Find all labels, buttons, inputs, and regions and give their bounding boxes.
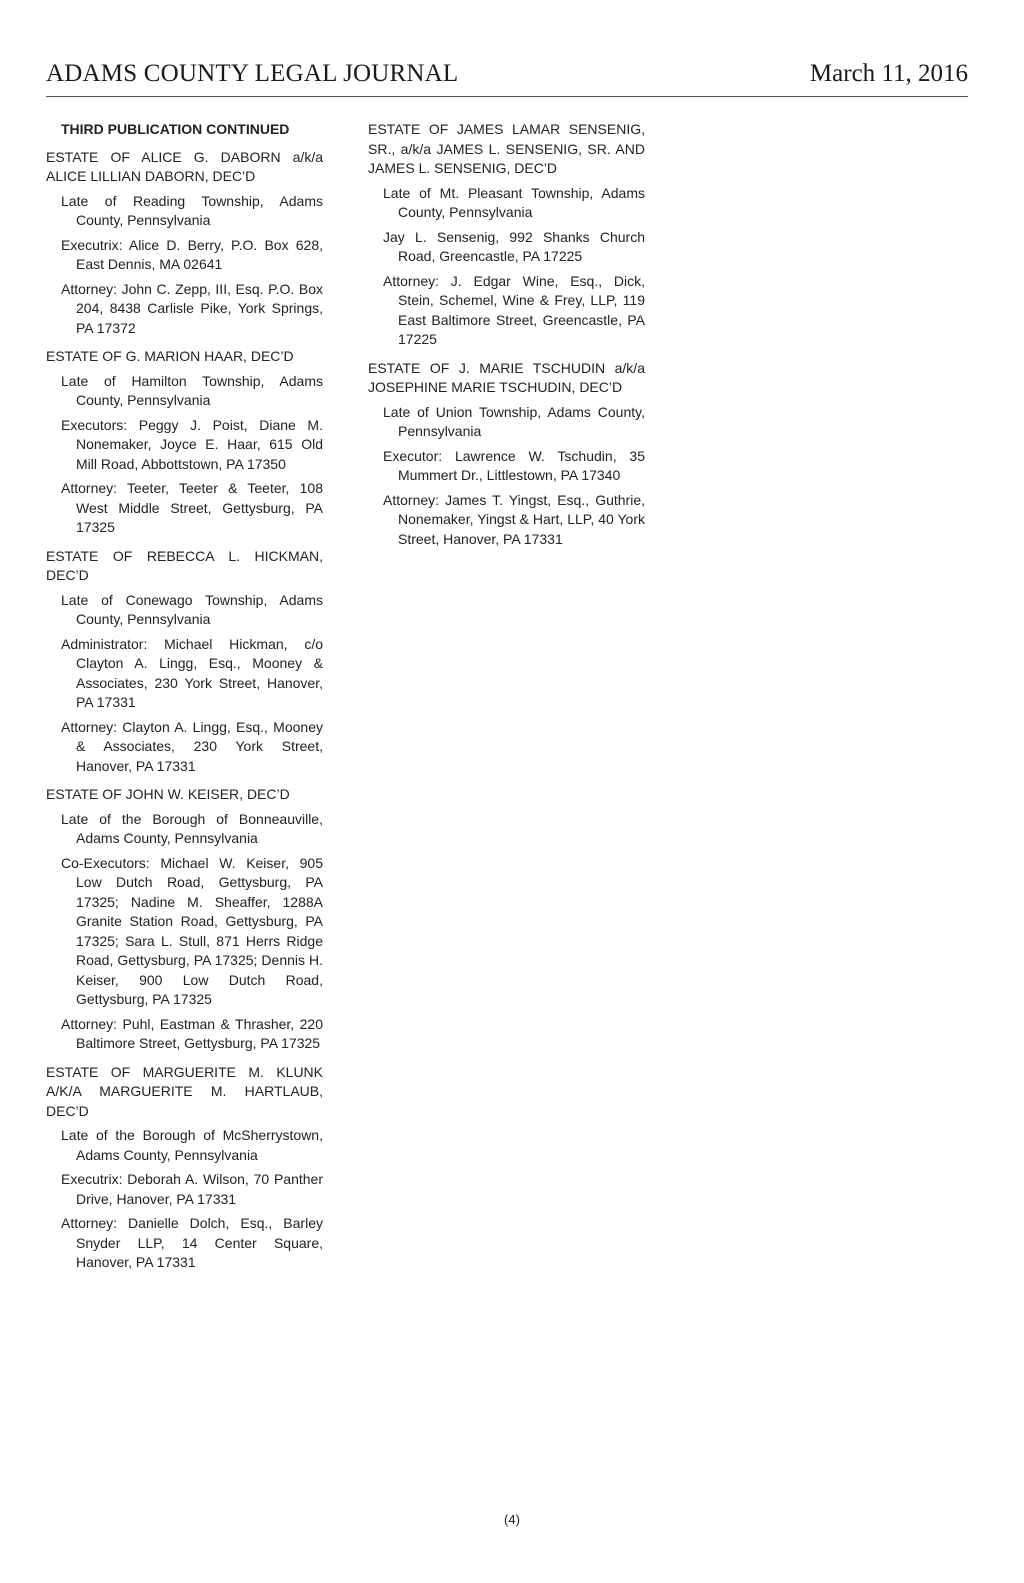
estate-notice xyxy=(368,120,645,350)
estate-residence: Late of the Borough of Bonneauville, Adams County, Pennsylvania xyxy=(61,810,323,846)
estate-residence: Late of Reading Township, Adams County, Pennsylvania xyxy=(61,192,323,228)
estate-attorney: Attorney: Puhl, Eastman & Thrasher, 220 Baltimore Street, Gettysburg, PA 17325 xyxy=(61,1015,323,1051)
estate-notice xyxy=(46,785,323,1054)
estate-residence: Late of Conewago Township, Adams County, Pennsylvania xyxy=(61,591,323,627)
right-column xyxy=(368,120,645,558)
estate-residence: Late of Mt. Pleasant Township, Adams County, Pennsylvania xyxy=(383,184,645,220)
estate-title: ESTATE OF ALICE G. DABORN a/k/a ALICE LILLIAN DABORN, DEC’D xyxy=(46,148,323,184)
estate-residence: Late of the Borough of McSherrystown, Adams County, Pennsylvania xyxy=(61,1127,323,1163)
estate-representative: Administrator: Michael Hickman, c/o Clayton A. Lingg, Esq., Mooney & Associates, 230 York Street, Hanover, PA 17331 xyxy=(61,635,323,710)
page-header xyxy=(46,58,968,97)
left-column xyxy=(46,120,323,1282)
estate-attorney: Attorney: Teeter, Teeter & Teeter, 108 West Middle Street, Gettysburg, PA 17325 xyxy=(61,480,323,535)
estate-representative: Executrix: Alice D. Berry, P.O. Box 628, East Dennis, MA 02641 xyxy=(61,236,323,272)
estate-attorney: Attorney: J. Edgar Wine, Esq., Dick, Stein, Schemel, Wine & Frey, LLP, 119 East Baltimore Street, Greencastle, PA 17225 xyxy=(383,272,645,347)
estate-notice xyxy=(46,148,323,339)
estate-attorney: Attorney: Danielle Dolch, Esq., Barley Snyder LLP, 14 Center Square, Hanover, PA 17331 xyxy=(61,1215,323,1270)
estate-representative: Jay L. Sensenig, 992 Shanks Church Road, Greencastle, PA 17225 xyxy=(383,228,645,264)
estate-notice xyxy=(368,359,645,550)
estate-title: ESTATE OF JAMES LAMAR SENSENIG, SR., a/k/a JAMES L. SENSENIG, SR. AND JAMES L. SENSENIG, DEC’D xyxy=(368,121,645,176)
issue-date: March 11, 2016 xyxy=(809,60,968,87)
estate-title: ESTATE OF J. MARIE TSCHUDIN a/k/a JOSEPHINE MARIE TSCHUDIN, DEC’D xyxy=(368,359,645,395)
journal-title: ADAMS COUNTY LEGAL JOURNAL xyxy=(46,60,459,87)
estate-representative: Executor: Lawrence W. Tschudin, 35 Mummert Dr., Littlestown, PA 17340 xyxy=(383,447,645,483)
estate-attorney: Attorney: John C. Zepp, III, Esq. P.O. Box 204, 8438 Carlisle Pike, York Springs, PA 17372 xyxy=(61,280,323,336)
estate-notice xyxy=(46,547,323,777)
estate-title: ESTATE OF JOHN W. KEISER, DEC’D xyxy=(46,786,290,802)
estate-residence: Late of Hamilton Township, Adams County, Pennsylvania xyxy=(61,372,323,408)
estate-representative: Executors: Peggy J. Poist, Diane M. Nonemaker, Joyce E. Haar, 615 Old Mill Road, Abbottstown, PA 17350 xyxy=(61,416,323,472)
estate-notice xyxy=(46,1063,323,1273)
estate-representative: Co-Executors: Michael W. Keiser, 905 Low Dutch Road, Gettysburg, PA 17325; Nadine M. Sheaffer, 1288A Granite Station Road, Gettysburg, PA 17325; Sara L. Stull, 871 Herrs Ridge Road, Gettysburg, PA 17325; Dennis H. Keiser, 900 Low Dutch Road, Gettysburg, PA 17325 xyxy=(61,854,323,1007)
estate-residence: Late of Union Township, Adams County, Pennsylvania xyxy=(383,403,645,439)
estate-attorney: Attorney: James T. Yingst, Esq., Guthrie, Nonemaker, Yingst & Hart, LLP, 40 York Street, Hanover, PA 17331 xyxy=(383,491,645,547)
section-heading: THIRD PUBLICATION CONTINUED xyxy=(61,121,290,137)
estate-title: ESTATE OF G. MARION HAAR, DEC’D xyxy=(46,348,294,364)
estate-title: ESTATE OF MARGUERITE M. KLUNK A/K/A MARGUERITE M. HARTLAUB, DEC’D xyxy=(46,1063,323,1119)
page-number: (4) xyxy=(504,1512,520,1527)
estate-notice xyxy=(46,347,323,538)
estate-representative: Executrix: Deborah A. Wilson, 70 Panther Drive, Hanover, PA 17331 xyxy=(61,1171,323,1207)
estate-title: ESTATE OF REBECCA L. HICKMAN, DEC’D xyxy=(46,547,323,583)
estate-attorney: Attorney: Clayton A. Lingg, Esq., Mooney & Associates, 230 York Street, Hanover, PA 17331 xyxy=(61,718,323,774)
